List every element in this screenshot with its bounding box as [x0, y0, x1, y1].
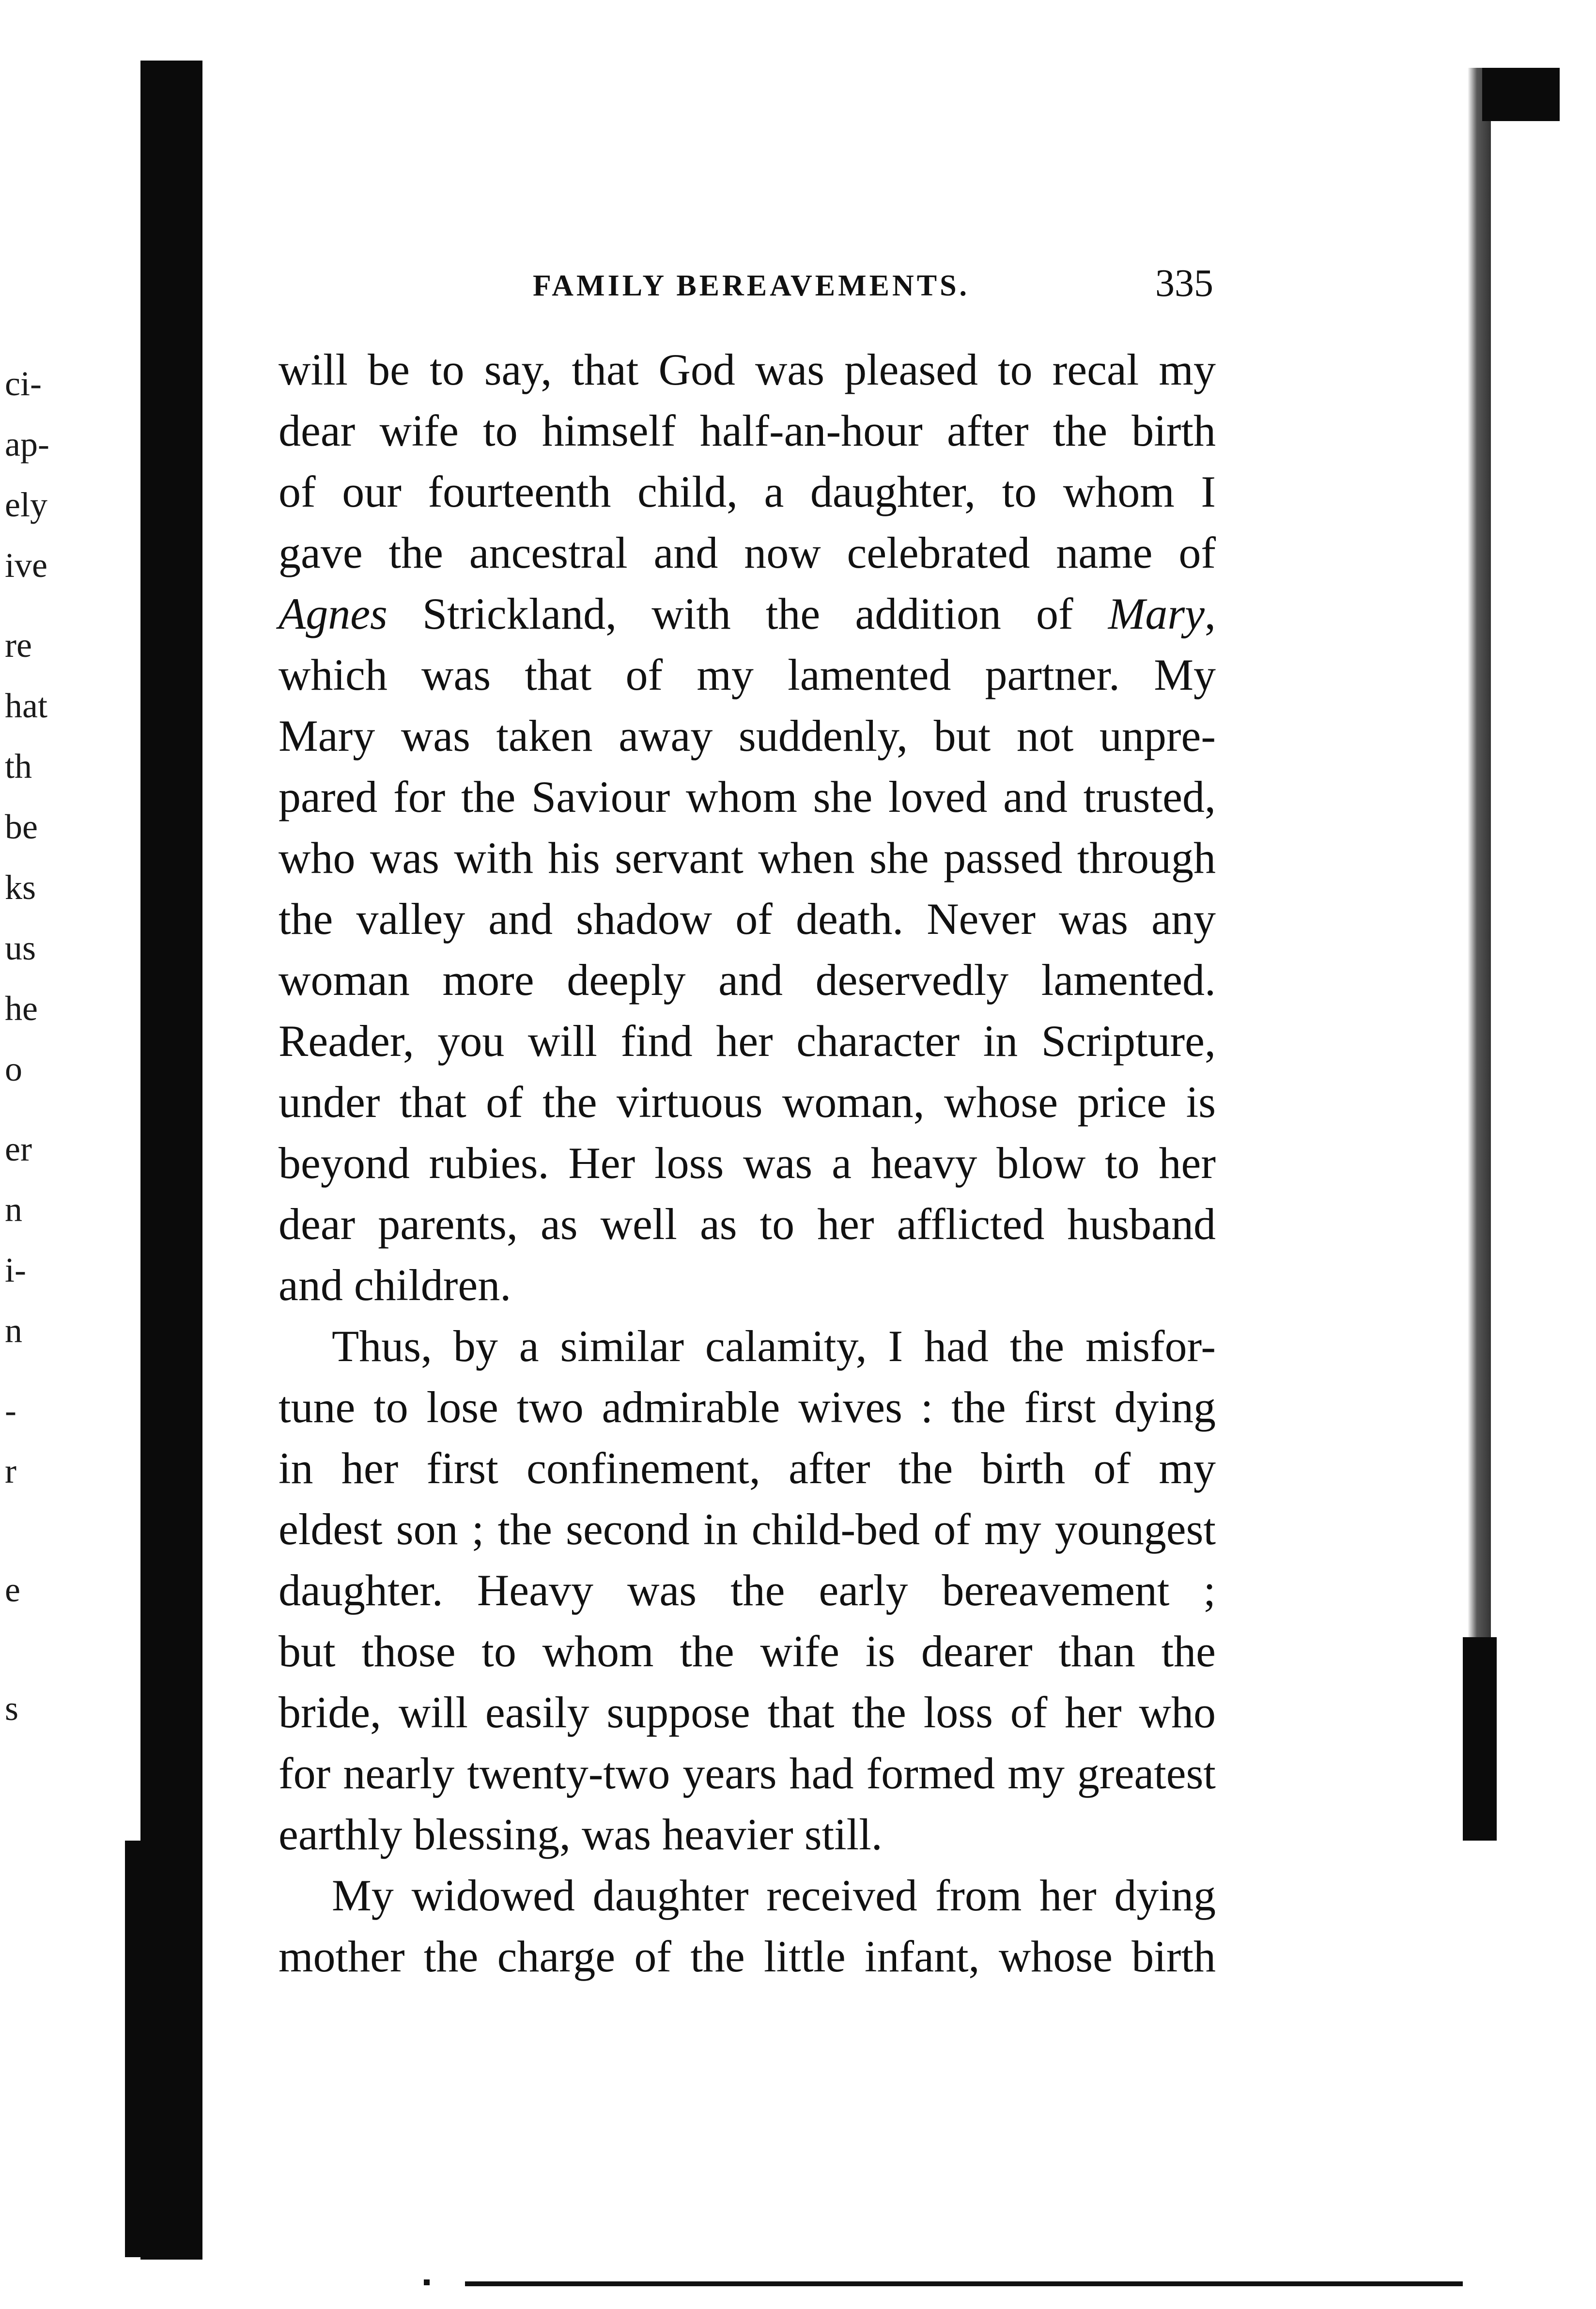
text-line: and children. — [279, 1260, 511, 1310]
fragment: s — [5, 1689, 19, 1728]
text-line: dear wife to himself half-an-hour after the birth — [279, 406, 1216, 455]
fragment: ap- — [5, 425, 49, 464]
line-segment: , — [1205, 589, 1216, 638]
fragment: - — [5, 1391, 16, 1430]
body-text — [279, 339, 1216, 1987]
text-line: mother the charge of the little infant, whose birth — [279, 1932, 1216, 1981]
scan-edge-shadow-right — [1468, 68, 1491, 1826]
text-line: gave the ancestral and now celebrated name of — [279, 528, 1216, 577]
fragment: o — [5, 1050, 22, 1088]
fragment: ely — [5, 485, 47, 524]
text-line: under that of the virtuous woman, whose price is — [279, 1077, 1216, 1127]
text-line: Thus, by a similar calamity, I had the misfor- — [332, 1321, 1216, 1371]
fragment: ci- — [5, 364, 42, 403]
text-line: woman more deeply and deservedly lamented. — [279, 955, 1216, 1005]
text-line: in her first confinement, after the birth of my — [279, 1443, 1216, 1493]
text-line: but those to whom the wife is dearer than the — [279, 1627, 1216, 1676]
scan-edge-mark-top-right — [1482, 68, 1560, 121]
text-line: for nearly twenty-two years had formed my greatest — [279, 1749, 1216, 1798]
text-line: pared for the Saviour whom she loved and trusted, — [279, 772, 1216, 821]
fragment: ive — [5, 546, 47, 585]
scan-edge-shadow-left — [140, 61, 202, 2260]
fragment: us — [5, 929, 36, 967]
fragment: e — [5, 1570, 20, 1609]
text-line: beyond rubies. Her loss was a heavy blow to her — [279, 1138, 1216, 1188]
fragment: be — [5, 807, 38, 846]
scan-bottom-rule — [465, 2281, 1463, 2286]
line-segment: Strickland, with the addition of — [387, 589, 1108, 638]
scan-dot — [424, 2279, 430, 2285]
fragment: he — [5, 989, 38, 1028]
text-line: tune to lose two admirable wives : the first dying — [279, 1382, 1216, 1432]
fragment: ks — [5, 868, 36, 907]
scan-edge-shadow-left-taper — [125, 1841, 144, 2257]
text-line — [279, 583, 1216, 644]
scan-edge-mark-bottom-right — [1463, 1637, 1497, 1841]
italic-name: Mary — [1108, 589, 1205, 638]
text-line: will be to say, that God was pleased to recal my — [279, 345, 1216, 394]
text-line: Mary was taken away suddenly, but not unpre- — [279, 711, 1216, 760]
text-line: which was that of my lamented partner. My — [279, 650, 1216, 699]
text-line: eldest son ; the second in child-bed of my youngest — [279, 1504, 1216, 1554]
fragment: th — [5, 747, 32, 786]
fragment: n — [5, 1311, 22, 1350]
text-line: earthly blessing, was heavier still. — [279, 1810, 883, 1859]
fragment: i- — [5, 1251, 26, 1289]
text-line: the valley and shadow of death. Never was any — [279, 894, 1216, 944]
text-line: My widowed daughter received from her dying — [332, 1871, 1216, 1920]
text-line: of our fourteenth child, a daughter, to whom I — [279, 467, 1216, 516]
fragment: n — [5, 1190, 22, 1229]
fragment: r — [5, 1452, 16, 1490]
text-line: Reader, you will find her character in Scripture, — [279, 1016, 1216, 1066]
facing-page-fragments — [5, 354, 87, 1739]
text-line: daughter. Heavy was the early bereavement ; — [279, 1565, 1216, 1615]
fragment: re — [5, 626, 32, 665]
italic-name: Agnes — [279, 589, 387, 638]
text-line: who was with his servant when she passed through — [279, 833, 1216, 883]
fragment: er — [5, 1130, 32, 1168]
text-line: dear parents, as well as to her afflicted husband — [279, 1199, 1216, 1249]
page-number: 335 — [1155, 262, 1213, 305]
fragment: hat — [5, 686, 47, 725]
running-header: FAMILY BEREAVEMENTS. — [533, 269, 970, 302]
text-line: bride, will easily suppose that the loss of her who — [279, 1688, 1216, 1737]
